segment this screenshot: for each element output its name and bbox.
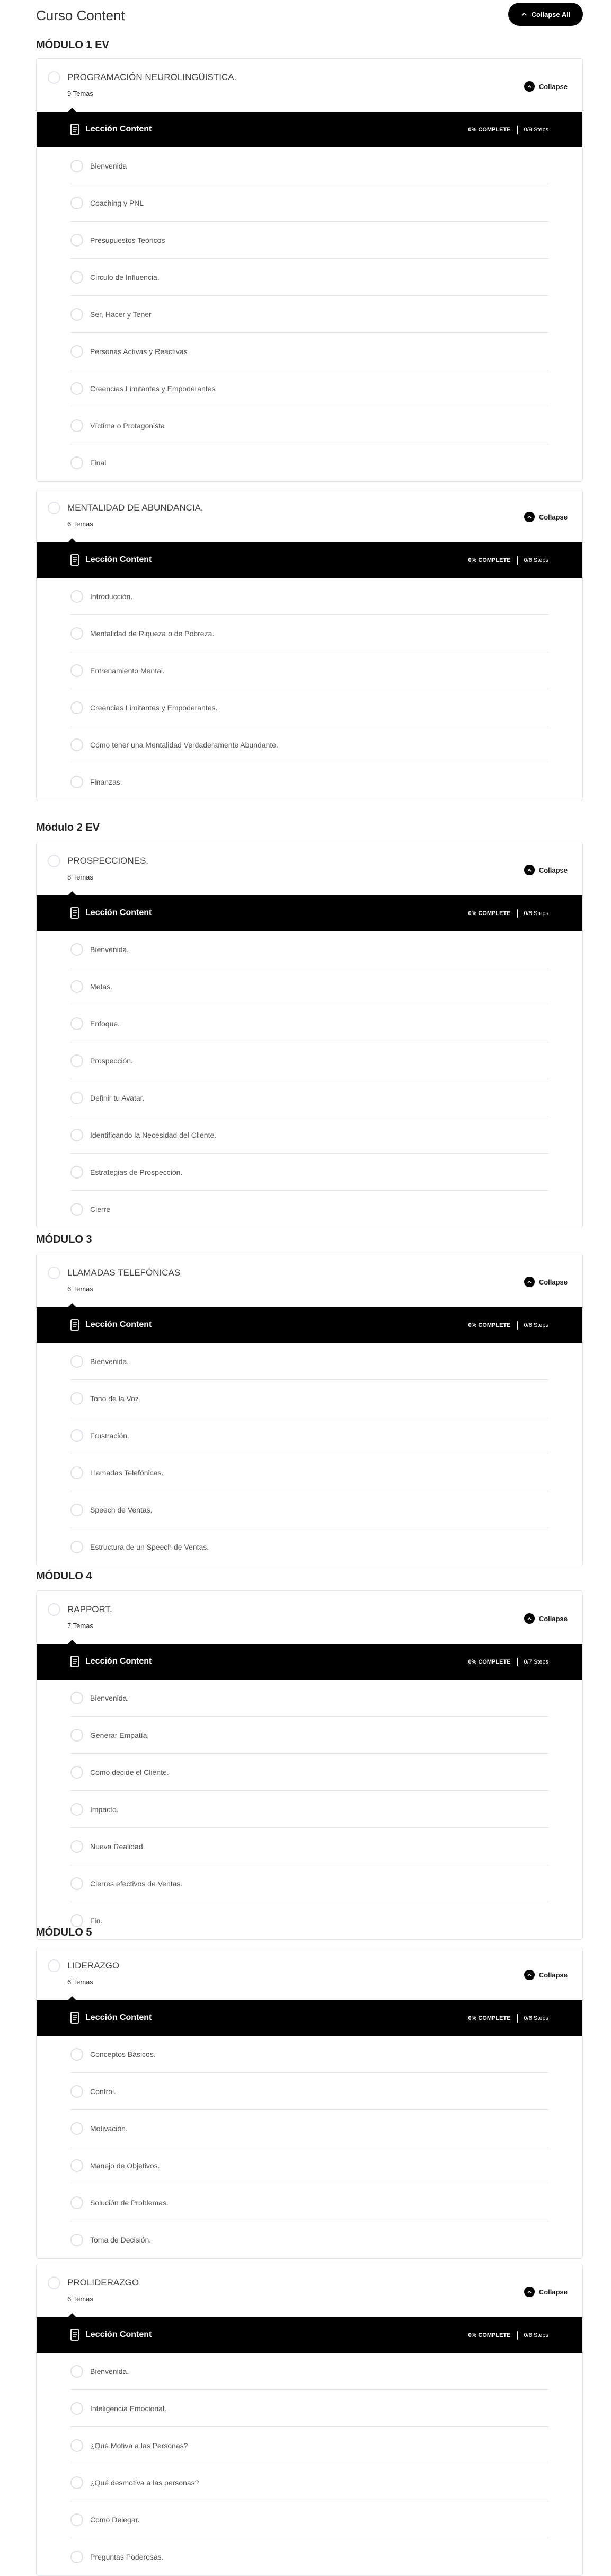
progress-steps: 0/8 Steps <box>524 910 548 917</box>
progress-percent: 0% COMPLETE <box>468 2015 511 2021</box>
topic-status-circle <box>70 456 83 469</box>
collapse-button[interactable] <box>524 512 568 522</box>
collapse-icon <box>524 1970 535 1980</box>
topic-label: Ser, Hacer y Tener <box>90 310 152 319</box>
lesson-title[interactable]: PROSPECCIONES. <box>67 856 149 866</box>
topic-item[interactable] <box>70 1079 548 1116</box>
divider <box>517 2331 518 2340</box>
topic-list <box>37 1680 582 1939</box>
lesson-topic-count: 9 Temas <box>67 90 93 98</box>
topic-item[interactable] <box>70 333 548 370</box>
topic-status-circle <box>70 1840 83 1853</box>
lesson-topic-count: 7 Temas <box>67 1622 93 1630</box>
document-icon <box>70 554 79 566</box>
topic-label: Creencias Limitantes y Empoderantes. <box>90 704 218 712</box>
lesson-content-bar <box>37 895 582 931</box>
module-heading: MÓDULO 5 <box>36 1927 92 1938</box>
progress-percent: 0% COMPLETE <box>468 127 511 133</box>
topic-status-circle <box>70 1129 83 1141</box>
collapse-label: Collapse <box>538 1278 568 1286</box>
lesson-content-bar <box>37 542 582 578</box>
topic-list <box>37 2353 582 2575</box>
lesson-status-circle[interactable] <box>48 1959 60 1972</box>
topic-list <box>37 1343 582 1566</box>
bar-notch <box>67 108 77 112</box>
topic-item[interactable] <box>70 2147 548 2184</box>
lesson-content-label: Lección Content <box>85 908 152 917</box>
topic-item[interactable] <box>70 1491 548 1528</box>
topic-status-circle <box>70 980 83 993</box>
collapse-label: Collapse <box>538 1971 568 1979</box>
topic-item[interactable] <box>70 1343 548 1380</box>
topic-status-circle <box>70 1466 83 1479</box>
topic-item[interactable] <box>70 1454 548 1491</box>
topic-status-circle <box>70 1803 83 1816</box>
topic-status-circle <box>70 1392 83 1405</box>
topic-item[interactable] <box>70 2501 548 2538</box>
lesson-card <box>36 2264 583 2576</box>
topic-label: Estructura de un Speech de Ventas. <box>90 1543 209 1551</box>
topic-label: Frustración. <box>90 1431 129 1440</box>
topic-label: Cómo tener una Mentalidad Verdaderamente Abundante. <box>90 741 278 749</box>
progress-meta <box>468 1321 548 1330</box>
topic-label: Presupuestos Teóricos <box>90 236 165 244</box>
lesson-card <box>36 842 583 1228</box>
topic-label: ¿Qué Motiva a las Personas? <box>90 2441 188 2450</box>
topic-status-circle <box>70 1877 83 1890</box>
topic-item[interactable] <box>70 147 548 184</box>
topic-status-circle <box>70 2159 83 2172</box>
document-icon <box>70 1319 79 1331</box>
topic-status-circle <box>70 1355 83 1368</box>
lesson-status-circle[interactable] <box>48 1267 60 1279</box>
topic-status-circle <box>70 2439 83 2452</box>
topic-label: Conceptos Básicos. <box>90 2050 156 2059</box>
lesson-title[interactable]: PROLIDERAZGO <box>67 2278 139 2288</box>
topic-item[interactable] <box>70 1005 548 1042</box>
progress-steps: 0/7 Steps <box>524 1659 548 1665</box>
progress-steps: 0/6 Steps <box>524 2332 548 2338</box>
lesson-topic-count: 6 Temas <box>67 1285 93 1293</box>
lesson-status-circle[interactable] <box>48 71 60 84</box>
topic-status-circle <box>70 160 83 172</box>
document-icon <box>70 2329 79 2341</box>
topic-item[interactable] <box>70 259 548 296</box>
topic-label: Bienvenida. <box>90 2367 129 2376</box>
collapse-icon <box>524 865 535 875</box>
topic-item[interactable] <box>70 1828 548 1865</box>
page-header <box>36 0 583 28</box>
topic-list <box>37 147 582 481</box>
topic-status-circle <box>70 1692 83 1704</box>
topic-label: Preguntas Poderosas. <box>90 2553 164 2561</box>
topic-label: Llamadas Telefónicas. <box>90 1469 164 1477</box>
topic-status-circle <box>70 308 83 321</box>
topic-label: Cierres efectivos de Ventas. <box>90 1879 183 1888</box>
topic-item[interactable] <box>70 1680 548 1717</box>
topic-item[interactable] <box>70 1754 548 1791</box>
topic-list <box>37 578 582 801</box>
topic-label: Metas. <box>90 982 113 991</box>
topic-status-circle <box>70 2234 83 2246</box>
divider <box>517 1658 518 1666</box>
progress-steps: 0/6 Steps <box>524 557 548 564</box>
topic-status-circle <box>70 1166 83 1179</box>
topic-label: Impacto. <box>90 1805 119 1814</box>
topic-item[interactable] <box>70 931 548 968</box>
topic-status-circle <box>70 2476 83 2489</box>
lesson-content-label: Lección Content <box>85 125 152 134</box>
collapse-label: Collapse <box>538 513 568 521</box>
lesson-content-label: Lección Content <box>85 1657 152 1666</box>
page-title: Curso Content <box>36 7 125 23</box>
lesson-content-bar <box>37 2000 582 2036</box>
module-heading: MÓDULO 3 <box>36 1234 92 1245</box>
lesson-content-bar <box>37 2317 582 2353</box>
topic-label: Generar Empatía. <box>90 1731 149 1739</box>
divider <box>517 126 518 134</box>
lesson-topic-count: 8 Temas <box>67 873 93 881</box>
topic-label: Víctima o Protagonista <box>90 421 165 430</box>
topic-label: Bienvenida <box>90 162 127 170</box>
topic-label: Mentalidad de Riqueza o de Pobreza. <box>90 629 215 638</box>
topic-status-circle <box>70 2196 83 2209</box>
bar-notch <box>67 1303 77 1308</box>
progress-steps: 0/6 Steps <box>524 2015 548 2021</box>
lesson-card <box>36 489 583 801</box>
topic-label: Coaching y PNL <box>90 199 144 207</box>
topic-label: Prospección. <box>90 1057 133 1065</box>
topic-status-circle <box>70 776 83 788</box>
topic-label: Inteligencia Emocional. <box>90 2404 166 2413</box>
progress-percent: 0% COMPLETE <box>468 910 511 917</box>
lesson-status-circle[interactable] <box>48 2276 60 2289</box>
topic-label: Speech de Ventas. <box>90 1506 153 1514</box>
bar-notch <box>67 2313 77 2318</box>
module-heading: MÓDULO 4 <box>36 1570 92 1582</box>
lesson-status-circle[interactable] <box>48 855 60 867</box>
progress-percent: 0% COMPLETE <box>468 1322 511 1329</box>
topic-label: Bienvenida. <box>90 945 129 954</box>
topic-item[interactable] <box>70 726 548 763</box>
topic-status-circle <box>70 1054 83 1067</box>
progress-percent: 0% COMPLETE <box>468 557 511 564</box>
topic-label: Bienvenida. <box>90 1694 129 1702</box>
topic-status-circle <box>70 1766 83 1779</box>
topic-status-circle <box>70 382 83 395</box>
lesson-title[interactable]: RAPPORT. <box>67 1604 112 1614</box>
topic-item[interactable] <box>70 1417 548 1454</box>
lesson-content-bar <box>37 1307 582 1343</box>
topic-list <box>37 2036 582 2258</box>
module-heading: Módulo 2 EV <box>36 822 100 833</box>
topic-item[interactable] <box>70 2390 548 2427</box>
progress-percent: 0% COMPLETE <box>468 2332 511 2338</box>
document-icon <box>70 124 79 135</box>
collapse-button[interactable] <box>524 865 568 875</box>
topic-label: Control. <box>90 2087 117 2096</box>
topic-item[interactable] <box>70 689 548 726</box>
topic-item[interactable] <box>70 1717 548 1754</box>
topic-status-circle <box>70 2402 83 2415</box>
topic-item[interactable] <box>70 1116 548 1154</box>
topic-status-circle <box>70 1504 83 1516</box>
collapse-all-label: Collapse All <box>531 10 571 19</box>
module-heading: MÓDULO 1 EV <box>36 39 109 51</box>
lesson-title[interactable]: PROGRAMACIÓN NEUROLINGÜISTICA. <box>67 72 237 82</box>
topic-item[interactable] <box>70 2184 548 2221</box>
collapse-icon <box>524 512 535 522</box>
topic-status-circle <box>70 2365 83 2378</box>
document-icon <box>70 907 79 919</box>
topic-item[interactable] <box>70 184 548 222</box>
topic-item[interactable] <box>70 2036 548 2073</box>
topic-label: Estrategias de Prospección. <box>90 1168 183 1176</box>
topic-label: Final <box>90 459 107 467</box>
collapse-button[interactable] <box>524 81 568 92</box>
progress-meta <box>468 126 548 134</box>
chevron-up-icon <box>521 11 527 17</box>
topic-label: ¿Qué desmotiva a las personas? <box>90 2478 199 2487</box>
topic-label: Toma de Decisión. <box>90 2236 152 2244</box>
topic-label: Introducción. <box>90 592 133 601</box>
topic-item[interactable] <box>70 296 548 333</box>
topic-status-circle <box>70 664 83 677</box>
lesson-header <box>37 1947 582 2000</box>
topic-item[interactable] <box>70 407 548 444</box>
topic-status-circle <box>70 1729 83 1742</box>
lesson-title[interactable]: MENTALIDAD DE ABUNDANCIA. <box>67 503 203 513</box>
topic-label: Entrenamiento Mental. <box>90 666 165 675</box>
lesson-title[interactable]: LLAMADAS TELEFÓNICAS <box>67 1268 181 1278</box>
lesson-status-circle[interactable] <box>48 502 60 514</box>
progress-meta <box>468 556 548 565</box>
lesson-header <box>37 59 582 112</box>
topic-item[interactable] <box>70 652 548 689</box>
lesson-status-circle[interactable] <box>48 1603 60 1616</box>
divider <box>517 556 518 565</box>
topic-label: Identificando la Necesidad del Cliente. <box>90 1131 217 1139</box>
lesson-header <box>37 489 582 542</box>
lesson-content-label: Lección Content <box>85 2013 152 2022</box>
progress-percent: 0% COMPLETE <box>468 1659 511 1665</box>
collapse-icon <box>524 1613 535 1624</box>
topic-item[interactable] <box>70 1902 548 1939</box>
lesson-card <box>36 1254 583 1566</box>
topic-item[interactable] <box>70 578 548 615</box>
topic-status-circle <box>70 2085 83 2098</box>
topic-item[interactable] <box>70 444 548 481</box>
topic-item[interactable] <box>70 2427 548 2464</box>
lesson-content-label: Lección Content <box>85 555 152 564</box>
topic-status-circle <box>70 1429 83 1442</box>
lesson-header <box>37 842 582 895</box>
topic-label: Creencias Limitantes y Empoderantes <box>90 384 216 393</box>
topic-status-circle <box>70 2122 83 2135</box>
lesson-card <box>36 1947 583 2259</box>
topic-status-circle <box>70 1914 83 1927</box>
topic-status-circle <box>70 345 83 358</box>
collapse-icon <box>524 1277 535 1287</box>
lesson-content-bar <box>37 1644 582 1680</box>
divider <box>517 1321 518 1330</box>
topic-item[interactable] <box>70 1380 548 1417</box>
topic-status-circle <box>70 1203 83 1216</box>
topic-status-circle <box>70 2048 83 2061</box>
topic-item[interactable] <box>70 763 548 801</box>
divider <box>517 2014 518 2023</box>
topic-item[interactable] <box>70 2073 548 2110</box>
topic-item[interactable] <box>70 370 548 407</box>
topic-item[interactable] <box>70 1042 548 1079</box>
lesson-header <box>37 1591 582 1644</box>
lesson-card <box>36 58 583 482</box>
topic-item[interactable] <box>70 2538 548 2575</box>
topic-status-circle <box>70 271 83 284</box>
collapse-button[interactable] <box>524 2287 568 2297</box>
topic-status-circle <box>70 1092 83 1104</box>
topic-item[interactable] <box>70 1528 548 1566</box>
topic-label: Motivación. <box>90 2124 128 2133</box>
document-icon <box>70 1656 79 1667</box>
topic-item[interactable] <box>70 2221 548 2258</box>
bar-notch <box>67 1996 77 2001</box>
collapse-label: Collapse <box>538 2288 568 2296</box>
topic-status-circle <box>70 234 83 247</box>
topic-status-circle <box>70 2551 83 2563</box>
topic-label: Nueva Realidad. <box>90 1842 145 1851</box>
topic-item[interactable] <box>70 222 548 259</box>
collapse-button[interactable] <box>524 1277 568 1287</box>
lesson-topic-count: 6 Temas <box>67 2295 93 2303</box>
collapse-all-button[interactable] <box>508 3 583 26</box>
topic-label: Como decide el Cliente. <box>90 1768 169 1777</box>
lesson-header <box>37 1254 582 1307</box>
lesson-content-label: Lección Content <box>85 1320 152 1329</box>
topic-label: Cierre <box>90 1205 111 1214</box>
topic-label: Personas Activas y Reactivas <box>90 347 188 356</box>
topic-label: Circulo de Influencia. <box>90 273 160 282</box>
bar-notch <box>67 891 77 896</box>
lesson-content-label: Lección Content <box>85 2330 152 2339</box>
topic-item[interactable] <box>70 1791 548 1828</box>
progress-meta <box>468 1658 548 1666</box>
topic-label: Como Delegar. <box>90 2516 140 2524</box>
divider <box>517 909 518 918</box>
topic-status-circle <box>70 701 83 714</box>
collapse-label: Collapse <box>538 866 568 874</box>
topic-item[interactable] <box>70 2353 548 2390</box>
topic-label: Fin. <box>90 1916 103 1925</box>
bar-notch <box>67 538 77 543</box>
topic-item[interactable] <box>70 1154 548 1191</box>
lesson-topic-count: 6 Temas <box>67 1978 93 1986</box>
topic-label: Solución de Problemas. <box>90 2199 169 2207</box>
lesson-topic-count: 6 Temas <box>67 520 93 528</box>
topic-list <box>37 931 582 1228</box>
topic-item[interactable] <box>70 2110 548 2147</box>
progress-steps: 0/6 Steps <box>524 1322 548 1329</box>
collapse-button[interactable] <box>524 1970 568 1980</box>
lesson-header <box>37 2264 582 2317</box>
topic-label: Manejo de Objetivos. <box>90 2161 160 2170</box>
topic-label: Enfoque. <box>90 1019 120 1028</box>
collapse-label: Collapse <box>538 82 568 91</box>
topic-status-circle <box>70 1017 83 1030</box>
topic-status-circle <box>70 738 83 751</box>
collapse-icon <box>524 2287 535 2297</box>
lesson-title[interactable]: LIDERAZGO <box>67 1960 120 1971</box>
topic-status-circle <box>70 590 83 603</box>
topic-status-circle <box>70 627 83 640</box>
topic-status-circle <box>70 1541 83 1553</box>
progress-meta <box>468 2331 548 2340</box>
topic-label: Finanzas. <box>90 778 122 786</box>
topic-status-circle <box>70 197 83 209</box>
topic-item[interactable] <box>70 1191 548 1228</box>
lesson-content-bar <box>37 112 582 147</box>
topic-label: Bienvenida. <box>90 1357 129 1366</box>
topic-label: Definir tu Avatar. <box>90 1094 145 1102</box>
collapse-button[interactable] <box>524 1613 568 1624</box>
progress-steps: 0/9 Steps <box>524 127 548 133</box>
topic-item[interactable] <box>70 1865 548 1902</box>
topic-status-circle <box>70 419 83 432</box>
topic-item[interactable] <box>70 968 548 1005</box>
document-icon <box>70 2012 79 2024</box>
topic-status-circle <box>70 943 83 956</box>
topic-status-circle <box>70 2513 83 2526</box>
lesson-card <box>36 1590 583 1940</box>
collapse-label: Collapse <box>538 1614 568 1623</box>
bar-notch <box>67 1640 77 1645</box>
progress-meta <box>468 2014 548 2023</box>
topic-item[interactable] <box>70 615 548 652</box>
collapse-icon <box>524 81 535 92</box>
topic-label: Tono de la Voz <box>90 1394 139 1403</box>
progress-meta <box>468 909 548 918</box>
topic-item[interactable] <box>70 2464 548 2501</box>
